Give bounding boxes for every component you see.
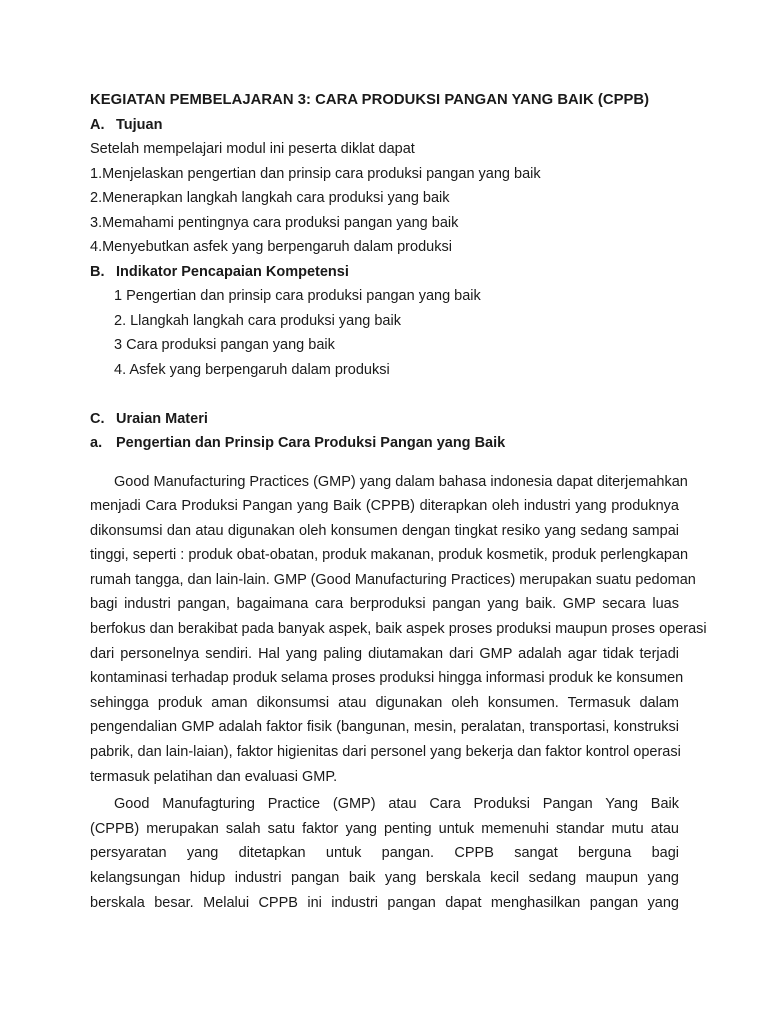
paragraph-line: termasuk pelatihan dan evaluasi GMP. [90,768,338,785]
paragraph-2 [90,792,679,915]
section-b-heading [90,260,679,285]
document-title: KEGIATAN PEMBELAJARAN 3: CARA PRODUKSI PANGAN YANG BAIK (CPPB) [90,92,650,108]
tujuan-intro: Setelah mempelajari modul ini peserta diklat dapat [90,141,415,157]
paragraph-1 [90,470,707,790]
section-b-marker: B. [90,263,105,280]
paragraph-line: Good Manufacturing Practices (GMP) yang dalam bahasa indonesia dapat diterjemahkan [114,473,688,490]
paragraph-line: pabrik, dan lain-laian), faktor higienitas dari personel yang bekerja dan faktor kontrol operasi [90,744,681,761]
indikator-item: 2. Llangkah langkah cara produksi yang baik [114,312,401,329]
paragraph-line: pengendalian GMP adalah faktor fisik (bangunan, mesin, peralatan, transportasi, konstruksi [90,719,679,736]
paragraph-line: menjadi Cara Produksi Pangan yang Baik (CPPB) diterapkan oleh industri yang produknya [90,498,679,515]
blank-line [90,382,679,407]
paragraph-line: dikonsumsi dan atau digunakan oleh konsumen dengan tingkat resiko yang sedang sampai [90,522,679,539]
tujuan-item: 1.Menjelaskan pengertian dan prinsip cara produksi pangan yang baik [90,165,541,182]
paragraph-gap [90,456,679,470]
indikator-item: 3 Cara produksi pangan yang baik [114,337,335,353]
paragraph-line: rumah tangga, dan lain-lain. GMP (Good Manufacturing Practices) merupakan suatu pedoman [90,571,696,588]
paragraph-line: persyaratan yang ditetapkan untuk pangan. CPPB sangat berguna bagi [90,845,679,862]
paragraph-line: bagi industri pangan, bagaimana cara berproduksi pangan yang baik. GMP secara luas [90,596,679,613]
tujuan-item: 2.Menerapkan langkah langkah cara produksi yang baik [90,190,450,206]
paragraph-line: Good Manufagturing Practice (GMP) atau Cara Produksi Pangan Yang Baik [114,796,679,813]
paragraph-line: berfokus dan berakibat pada banyak aspek, baik aspek proses produksi maupun proses operasi [90,621,707,638]
paragraph-line: dari personelnya sendiri. Hal yang paling diutamakan dari GMP adalah agar tidak terjadi [90,645,679,662]
document-page [90,88,707,915]
paragraph-line: (CPPB) merupakan salah satu faktor yang penting untuk memenuhi standar mutu atau [90,820,679,837]
section-c-marker: C. [90,410,105,427]
paragraph-line: sehingga produk aman dikonsumsi atau digunakan oleh konsumen. Termasuk dalam [90,694,679,711]
paragraph-line: kontaminasi terhadap produk selama proses produksi hingga informasi produk ke konsumen [90,670,684,687]
paragraph-line: tinggi, seperti : produk obat-obatan, produk makanan, produk kosmetik, produk perlengkapan [90,547,689,564]
tujuan-item: 4.Menyebutkan asfek yang berpengaruh dalam produksi [90,239,452,255]
subsection-a-label: Pengertian dan Prinsip Cara Produksi Pangan yang Baik [116,435,506,451]
section-c-label: Uraian Materi [116,410,208,427]
section-a-heading [90,113,679,138]
paragraph-line: berskala besar. Melalui CPPB ini industri pangan dapat menghasilkan pangan yang [90,894,679,911]
section-a-marker: A. [90,116,105,133]
subsection-a-heading [90,431,679,456]
subsection-a-marker: a. [90,435,103,451]
paragraph-line: kelangsungan hidup industri pangan baik yang berskala kecil sedang maupun yang [90,870,679,886]
section-b-label: Indikator Pencapaian Kompetensi [116,263,349,280]
indikator-item: 4. Asfek yang berpengaruh dalam produksi [114,361,390,378]
section-c-heading [90,407,679,432]
tujuan-item: 3.Memahami pentingnya cara produksi pangan yang baik [90,214,459,231]
indikator-item: 1 Pengertian dan prinsip cara produksi pangan yang baik [114,288,481,304]
section-a-label: Tujuan [116,116,163,133]
